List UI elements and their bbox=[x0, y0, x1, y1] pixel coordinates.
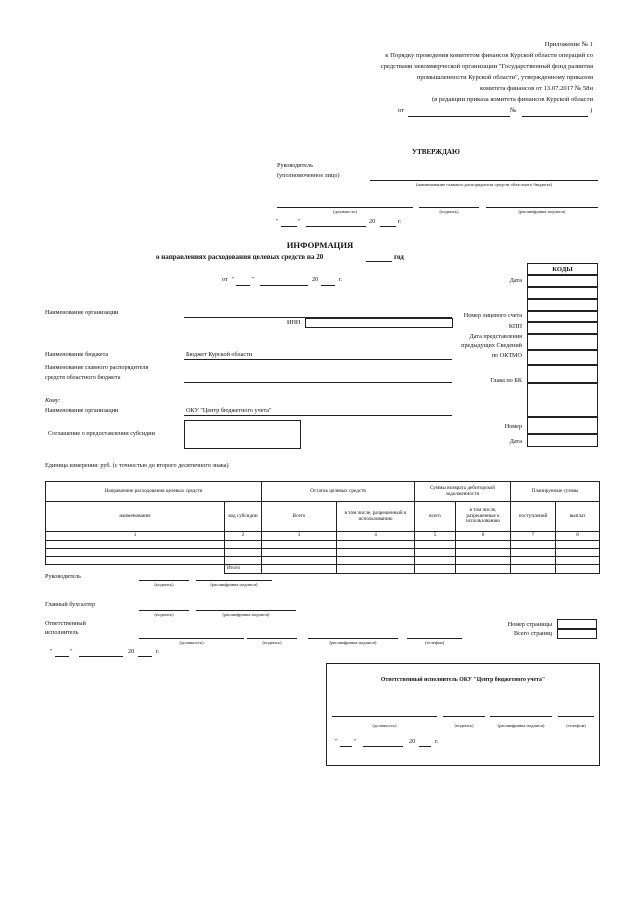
year-prefix: 20 bbox=[369, 218, 376, 225]
year-suffix: г. bbox=[398, 218, 402, 225]
code-account-cell[interactable] bbox=[527, 311, 598, 322]
date-g: г. bbox=[156, 648, 160, 655]
table-row bbox=[46, 541, 600, 549]
position-caption: (должность) bbox=[332, 209, 358, 214]
column-number: 6 bbox=[456, 532, 511, 541]
year-line[interactable] bbox=[138, 656, 152, 657]
number-line bbox=[522, 116, 588, 117]
head-sign-label: Руководитель bbox=[45, 573, 81, 580]
year-line bbox=[321, 285, 335, 286]
total-label: Итого bbox=[225, 565, 262, 574]
appendix-line: промышленности Курской области", утвержденному приказом bbox=[416, 74, 593, 81]
header-balance: Остаток целевых средств bbox=[262, 482, 415, 502]
head-label-sub: (уполномоченное лицо) bbox=[277, 172, 340, 179]
decode-caption: (расшифровка подписи) bbox=[222, 612, 270, 617]
oku-phone-line[interactable] bbox=[558, 716, 594, 717]
manager-label-2: средств областного бюджета bbox=[45, 374, 121, 381]
appendix-line: к Порядку проведения комитетом финансов Курской области операций со bbox=[385, 52, 593, 59]
code-prevdate-label2: предыдущих Сведений bbox=[461, 342, 522, 349]
org-name2-value: ОКУ "Центр бюджетного учета" bbox=[186, 407, 272, 414]
header-payment: выплат bbox=[556, 502, 600, 532]
code-prevdate-label: Дата представления bbox=[469, 333, 522, 340]
chief-acc-label: Главный бухгалтер bbox=[45, 601, 96, 608]
date-line bbox=[408, 116, 510, 117]
header-direction: Направление расходования целевых средств bbox=[46, 482, 262, 502]
head-label: Руководитель bbox=[277, 162, 313, 169]
manager-label: Наименование главного распорядителя bbox=[45, 364, 149, 371]
agreement-field[interactable] bbox=[184, 420, 301, 449]
subtitle-suffix: год bbox=[394, 253, 404, 261]
resp-decode-line[interactable] bbox=[308, 638, 398, 639]
sign-line bbox=[419, 207, 479, 208]
code-cell[interactable] bbox=[527, 299, 598, 311]
document-subtitle: о направлениях расходования целевых средств на 20 bbox=[156, 253, 324, 261]
column-number: 4 bbox=[337, 532, 415, 541]
day-line[interactable] bbox=[55, 656, 69, 657]
sign-caption: (подпись) bbox=[154, 612, 174, 617]
position-caption: (должность) bbox=[179, 640, 204, 645]
column-number: 3 bbox=[262, 532, 337, 541]
to-whom-label: Кому: bbox=[45, 397, 61, 404]
code-oktmo-cell[interactable] bbox=[527, 350, 598, 365]
org-name-label: Наименование организации bbox=[45, 309, 119, 316]
subtitle-year-line bbox=[366, 261, 392, 262]
code-prevdate-cell[interactable] bbox=[527, 334, 598, 350]
date-g: г. bbox=[339, 276, 343, 283]
document-title: ИНФОРМАЦИЯ bbox=[286, 240, 354, 250]
oku-sign-line[interactable] bbox=[443, 716, 485, 717]
units-label: Единица измерения: руб. (с точностью до второго десятичного знака) bbox=[45, 462, 229, 469]
month-line bbox=[306, 226, 366, 227]
oku-box bbox=[326, 663, 600, 766]
org-name2-label: Наименование организации bbox=[45, 407, 119, 414]
codes-header: КОДЫ bbox=[552, 266, 573, 273]
code-number-cell[interactable] bbox=[527, 417, 598, 434]
code-bk-label: Глава по БК bbox=[490, 377, 522, 384]
expenditure-table bbox=[45, 481, 600, 574]
date-from: от bbox=[222, 276, 228, 283]
budget-name-line bbox=[184, 359, 452, 360]
manager-line[interactable] bbox=[184, 382, 452, 383]
code-kpp-cell[interactable] bbox=[527, 322, 598, 334]
column-number: 1 bbox=[46, 532, 225, 541]
appendix-from-label: от bbox=[398, 107, 405, 114]
total-row bbox=[46, 565, 600, 574]
code-cell[interactable] bbox=[527, 287, 598, 299]
oku-position-line[interactable] bbox=[332, 716, 437, 717]
phone-caption: (телефон) bbox=[424, 640, 445, 645]
date-quote: " bbox=[232, 276, 235, 283]
decode-caption: (расшифровка подписи) bbox=[210, 582, 258, 587]
org-caption: (наименование главного распорядителя средств областного бюджета) bbox=[415, 182, 553, 187]
decode-caption: (расшифровка подписи) bbox=[518, 209, 566, 214]
agreement-label: Соглашение о предоставлении субсидии bbox=[48, 430, 155, 437]
header-planned: Планируемые суммы bbox=[511, 482, 600, 502]
date-year: 20 bbox=[312, 276, 319, 283]
budget-name-value: Бюджет Курской области bbox=[186, 351, 253, 358]
code-date-label: Дата bbox=[509, 277, 522, 284]
code-date2-cell[interactable] bbox=[527, 434, 598, 447]
date-year: 20 bbox=[409, 738, 416, 745]
header-allowed-balance: в том числе, разрешенный к использованию bbox=[337, 502, 415, 532]
sign-caption: (подпись) bbox=[439, 209, 459, 214]
header-code: код субсидии bbox=[225, 502, 262, 532]
month-line[interactable] bbox=[363, 746, 403, 747]
table-row bbox=[46, 549, 600, 557]
month-line[interactable] bbox=[79, 656, 123, 657]
day-line bbox=[236, 285, 250, 286]
header-total-balance: Всего bbox=[262, 502, 337, 532]
appendix-line: средствами некоммерческой организации "Государственный фонд развития bbox=[380, 63, 593, 70]
code-kpp-label: КПП bbox=[508, 323, 522, 330]
date-g: г. bbox=[435, 738, 439, 745]
header-income: поступлений bbox=[511, 502, 556, 532]
code-date2-label: Дата bbox=[509, 438, 522, 445]
code-date-cell[interactable] bbox=[527, 275, 598, 287]
column-number: 7 bbox=[511, 532, 556, 541]
position-line bbox=[277, 207, 413, 208]
oku-title: Ответственный исполнитель ОКУ "Центр бюджетного учета" bbox=[380, 677, 546, 683]
header-return: Суммы возврата дебиторской задолженности bbox=[415, 482, 511, 502]
column-number: 8 bbox=[556, 532, 600, 541]
appendix-line: комитета финансов от 13.07.2017 № 58н bbox=[480, 85, 593, 92]
date-year: 20 bbox=[128, 648, 135, 655]
code-bk-cell[interactable] bbox=[527, 383, 598, 417]
code-number-label: Номер bbox=[504, 423, 522, 430]
date-quote: " bbox=[335, 738, 338, 745]
resp-sign-line[interactable] bbox=[247, 638, 297, 639]
resp-position-line[interactable] bbox=[139, 638, 244, 639]
column-number: 2 bbox=[225, 532, 262, 541]
date-quote: " bbox=[70, 648, 73, 655]
head-sign-line[interactable] bbox=[139, 580, 189, 581]
org-line bbox=[370, 180, 598, 181]
chief-decode-line[interactable] bbox=[196, 610, 296, 611]
pages-total-field[interactable] bbox=[557, 629, 597, 639]
resp-phone-line[interactable] bbox=[407, 638, 462, 639]
code-account-label: Номер лицевого счета bbox=[463, 312, 522, 319]
head-decode-line[interactable] bbox=[196, 580, 272, 581]
chief-sign-line[interactable] bbox=[139, 610, 189, 611]
quote-close: " bbox=[298, 218, 301, 225]
date-quote: " bbox=[50, 648, 53, 655]
approve-title: УТВЕРЖДАЮ bbox=[412, 148, 460, 156]
sign-caption: (подпись) bbox=[262, 640, 282, 645]
day-line bbox=[281, 226, 297, 227]
page-number-label: Номер страницы bbox=[507, 621, 552, 628]
phone-caption: (телефон) bbox=[566, 723, 586, 728]
day-line[interactable] bbox=[340, 746, 352, 747]
page-number-field[interactable] bbox=[557, 619, 597, 629]
resp-label-2: исполнитель bbox=[45, 629, 79, 636]
quote-open: " bbox=[276, 218, 279, 225]
decode-line bbox=[486, 207, 598, 208]
decode-caption: (расшифровка подписи) bbox=[329, 640, 377, 645]
appendix-close: ) bbox=[590, 107, 593, 114]
inn-field[interactable] bbox=[305, 318, 453, 328]
sign-caption: (подпись) bbox=[154, 582, 174, 587]
date-quote: " bbox=[252, 276, 255, 283]
year-line[interactable] bbox=[419, 746, 431, 747]
oku-decode-line[interactable] bbox=[490, 716, 552, 717]
appendix-line: (в редакции приказа комитета финансов Курской области bbox=[431, 96, 593, 103]
table-row bbox=[46, 557, 600, 565]
position-caption: (должность) bbox=[372, 723, 397, 728]
org-name2-line bbox=[184, 415, 452, 416]
header-allowed-return: в том числе, разрешенные к использованию bbox=[456, 502, 511, 532]
appendix-title: Приложение № 1 bbox=[544, 41, 593, 48]
header-total-return: всего bbox=[415, 502, 456, 532]
resp-label: Ответственный bbox=[45, 620, 86, 627]
pages-total-label: Всего страниц bbox=[513, 630, 552, 637]
sign-caption: (подпись) bbox=[454, 723, 474, 728]
header-name: наименование bbox=[46, 502, 225, 532]
appendix-no-label: № bbox=[510, 107, 517, 114]
inn-label: ИНН bbox=[287, 319, 301, 326]
month-line bbox=[260, 285, 308, 286]
code-oktmo-label: по ОКТМО bbox=[491, 352, 522, 359]
code-cell[interactable] bbox=[527, 365, 598, 383]
decode-caption: (расшифровка подписи) bbox=[497, 723, 545, 728]
year-line bbox=[380, 226, 396, 227]
date-quote: " bbox=[354, 738, 357, 745]
column-number: 5 bbox=[415, 532, 456, 541]
budget-name-label: Наименование бюджета bbox=[45, 351, 109, 358]
